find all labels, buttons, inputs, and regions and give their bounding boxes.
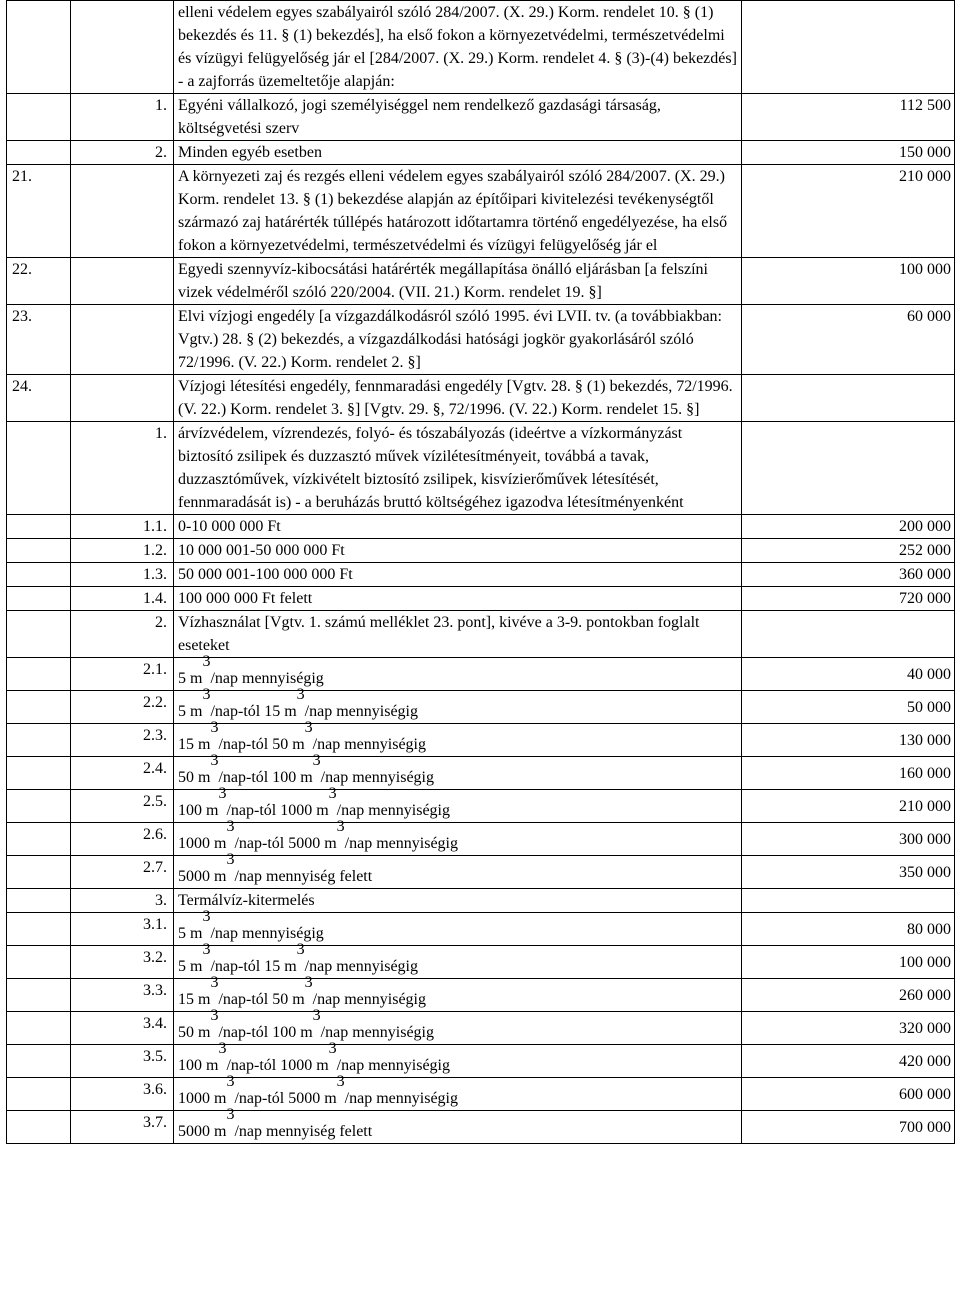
fee-amount (742, 611, 955, 658)
item-number (7, 587, 71, 611)
item-description: 0-10 000 000 Ft (174, 515, 742, 539)
fee-amount: 50 000 (742, 691, 955, 724)
fee-amount: 700 000 (742, 1111, 955, 1144)
table-row (7, 856, 955, 889)
fee-amount (742, 1, 955, 94)
item-description: 100 $m^3/nap$-tól 1000 $m^3$/nap mennyiségig (174, 790, 742, 823)
sub-number: 2.5. (71, 790, 174, 823)
table-row (7, 724, 955, 757)
item-description: Vízhasználat [Vgtv. 1. számú melléklet 23. pont], kivéve a 3-9. pontokban foglalt eseteket (174, 611, 742, 658)
item-number (7, 515, 71, 539)
item-description: 50 $m^3/nap$-tól 100 $m^3$/nap mennyiségig (174, 757, 742, 790)
item-number (7, 856, 71, 889)
item-description: A környezeti zaj és rezgés elleni védelem egyes szabályairól szóló 284/2007. (X. 29.) Korm. rendelet 13. § (1) bekezdése alapján az építőipari kivitelezési tevékenységtől származó zaj határérték túllépés határozott időtartamra történő engedélyezése, ha első fokon a környezetvédelmi, természetvédelmi és vízügyi felügyelőség jár el (174, 165, 742, 258)
sub-number: 3.2. (71, 946, 174, 979)
sub-number: 3.7. (71, 1111, 174, 1144)
fee-amount: 600 000 (742, 1078, 955, 1111)
fee-amount: 720 000 (742, 587, 955, 611)
sub-number: 2.1. (71, 658, 174, 691)
fee-amount: 300 000 (742, 823, 955, 856)
fee-amount: 420 000 (742, 1045, 955, 1078)
item-number (7, 823, 71, 856)
item-description: 1000 $m^3/nap$-tól 5000 $m^3$/nap mennyiségig (174, 823, 742, 856)
sub-number: 1.1. (71, 515, 174, 539)
item-description: Termálvíz-kitermelés (174, 889, 742, 913)
table-row (7, 823, 955, 856)
table-row (7, 305, 955, 375)
fee-amount: 350 000 (742, 856, 955, 889)
item-description: 5000 $m^3$/nap mennyiség felett (174, 1111, 742, 1144)
fee-amount: 210 000 (742, 790, 955, 823)
item-number (7, 691, 71, 724)
item-number (7, 790, 71, 823)
table-row (7, 165, 955, 258)
table-row (7, 889, 955, 913)
fee-amount: 80 000 (742, 913, 955, 946)
sub-number: 2.4. (71, 757, 174, 790)
sub-number: 1. (71, 422, 174, 515)
item-description: 5000 $m^3$/nap mennyiség felett (174, 856, 742, 889)
item-description: Minden egyéb esetben (174, 141, 742, 165)
item-description: 10 000 001-50 000 000 Ft (174, 539, 742, 563)
fee-amount: 100 000 (742, 258, 955, 305)
table-row (7, 1045, 955, 1078)
sub-number: 3. (71, 889, 174, 913)
table-row (7, 141, 955, 165)
table-row (7, 515, 955, 539)
sub-number: 3.6. (71, 1078, 174, 1111)
fee-amount: 160 000 (742, 757, 955, 790)
item-number (7, 611, 71, 658)
fee-amount: 200 000 (742, 515, 955, 539)
item-description: 15 $m^3/nap$-tól 50 $m^3$/nap mennyiségig (174, 724, 742, 757)
table-row (7, 691, 955, 724)
table-row (7, 946, 955, 979)
table-row (7, 790, 955, 823)
sub-number (71, 305, 174, 375)
table-row (7, 757, 955, 790)
fee-amount: 360 000 (742, 563, 955, 587)
fee-amount: 60 000 (742, 305, 955, 375)
fee-amount: 210 000 (742, 165, 955, 258)
item-description: 100 $m^3/nap$-tól 1000 $m^3$/nap mennyiségig (174, 1045, 742, 1078)
item-number (7, 563, 71, 587)
fee-amount: 252 000 (742, 539, 955, 563)
sub-number: 2.6. (71, 823, 174, 856)
sub-number: 3.1. (71, 913, 174, 946)
table-row (7, 913, 955, 946)
item-number: 21. (7, 165, 71, 258)
item-description: 5 $m^3$/nap mennyiségig (174, 913, 742, 946)
item-number (7, 913, 71, 946)
table-row (7, 94, 955, 141)
item-description: Vízjogi létesítési engedély, fennmaradási engedély [Vgtv. 28. § (1) bekezdés, 72/1996. (V. 22.) Korm. rendelet 3. §] [Vgtv. 29. §, 72/1996. (V. 22.) Korm. rendelet 15. §] (174, 375, 742, 422)
item-description: 5 $m^3/nap$-tól 15 $m^3$/nap mennyiségig (174, 691, 742, 724)
sub-number: 2. (71, 611, 174, 658)
fee-table (6, 0, 955, 1144)
sub-number: 3.3. (71, 979, 174, 1012)
item-number: 24. (7, 375, 71, 422)
item-number (7, 889, 71, 913)
item-number (7, 1111, 71, 1144)
item-number (7, 1, 71, 94)
item-description: Elvi vízjogi engedély [a vízgazdálkodásról szóló 1995. évi LVII. tv. (a továbbiakban: Vgtv.) 28. § (2) bekezdés, a vízgazdálkodási hatósági jogkör gyakorlásáról szóló 72/1996. (V. 22.) Korm. rendelet 2. §] (174, 305, 742, 375)
item-number (7, 979, 71, 1012)
item-description: 1000 $m^3/nap$-tól 5000 $m^3$/nap mennyiségig (174, 1078, 742, 1111)
sub-number: 1.2. (71, 539, 174, 563)
table-row (7, 539, 955, 563)
item-description: 5 $m^3$/nap mennyiségig (174, 658, 742, 691)
item-number (7, 1078, 71, 1111)
item-number (7, 757, 71, 790)
item-number (7, 1012, 71, 1045)
table-row (7, 658, 955, 691)
table-row (7, 1012, 955, 1045)
table-row (7, 1111, 955, 1144)
table-row (7, 1078, 955, 1111)
sub-number (71, 165, 174, 258)
item-description: Egyéni vállalkozó, jogi személyiséggel nem rendelkező gazdasági társaság, költségvetési szerv (174, 94, 742, 141)
table-row (7, 979, 955, 1012)
item-description: 50 $m^3/nap$-tól 100 $m^3$/nap mennyiségig (174, 1012, 742, 1045)
item-description: 50 000 001-100 000 000 Ft (174, 563, 742, 587)
fee-amount: 112 500 (742, 94, 955, 141)
table-row (7, 375, 955, 422)
item-number (7, 94, 71, 141)
table-row (7, 1, 955, 94)
table-row (7, 611, 955, 658)
item-description: 100 000 000 Ft felett (174, 587, 742, 611)
sub-number (71, 1, 174, 94)
sub-number: 2.7. (71, 856, 174, 889)
sub-number (71, 258, 174, 305)
sub-number: 3.5. (71, 1045, 174, 1078)
item-number (7, 141, 71, 165)
sub-number: 2.2. (71, 691, 174, 724)
table-row (7, 587, 955, 611)
item-number (7, 724, 71, 757)
item-number (7, 946, 71, 979)
item-description: árvízvédelem, vízrendezés, folyó- és tószabályozás (ideértve a vízkormányzást biztosító zsilipek és duzzasztó művek vízilétesítményeit, továbbá a tavak, duzzasztóművek, vízkivételt biztosító zsilipek, kisvízierőművek létesítését, fennmaradását is) - a beruházás bruttó költségéhez igazodva létesítményenként (174, 422, 742, 515)
sub-number (71, 375, 174, 422)
item-number (7, 539, 71, 563)
item-number: 22. (7, 258, 71, 305)
table-row (7, 258, 955, 305)
item-number (7, 422, 71, 515)
fee-amount (742, 375, 955, 422)
fee-amount (742, 422, 955, 515)
item-description: elleni védelem egyes szabályairól szóló 284/2007. (X. 29.) Korm. rendelet 10. § (1) bekezdés és 11. § (1) bekezdés], ha első fokon a környezetvédelmi, természetvédelmi és vízügyi felügyelőség jár el [284/2007. (X. 29.) Korm. rendelet 4. § (3)-(4) bekezdés] - a zajforrás üzemeltetője alapján: (174, 1, 742, 94)
sub-number: 3.4. (71, 1012, 174, 1045)
fee-amount: 40 000 (742, 658, 955, 691)
sub-number: 2. (71, 141, 174, 165)
fee-amount (742, 889, 955, 913)
sub-number: 1. (71, 94, 174, 141)
table-row (7, 422, 955, 515)
sub-number: 2.3. (71, 724, 174, 757)
item-description: 5 $m^3/nap$-tól 15 $m^3$/nap mennyiségig (174, 946, 742, 979)
item-description: 15 $m^3/nap$-tól 50 $m^3$/nap mennyiségig (174, 979, 742, 1012)
item-number (7, 658, 71, 691)
fee-amount: 100 000 (742, 946, 955, 979)
item-number: 23. (7, 305, 71, 375)
fee-amount: 130 000 (742, 724, 955, 757)
fee-amount: 320 000 (742, 1012, 955, 1045)
sub-number: 1.4. (71, 587, 174, 611)
fee-amount: 260 000 (742, 979, 955, 1012)
table-row (7, 563, 955, 587)
item-number (7, 1045, 71, 1078)
item-description: Egyedi szennyvíz-kibocsátási határérték megállapítása önálló eljárásban [a felszíni vizek védelméről szóló 220/2004. (VII. 21.) Korm. rendelet 19. §] (174, 258, 742, 305)
fee-amount: 150 000 (742, 141, 955, 165)
sub-number: 1.3. (71, 563, 174, 587)
